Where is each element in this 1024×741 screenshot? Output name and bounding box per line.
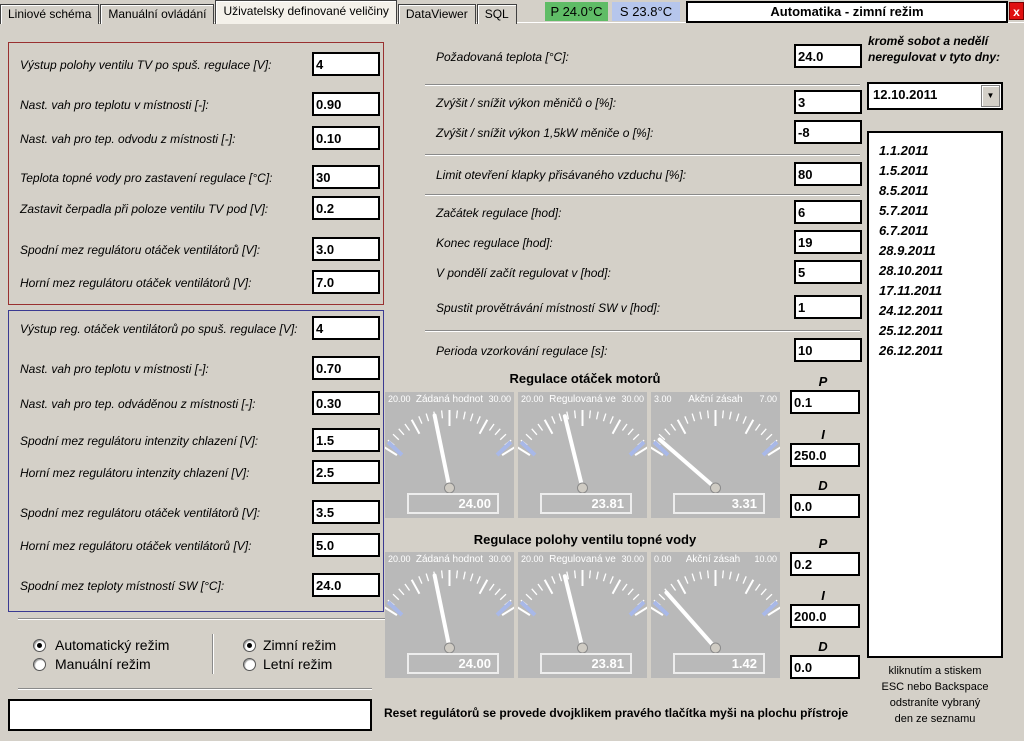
gauge-group-title: Regulace polohy ventilu topné vody bbox=[473, 532, 697, 547]
gauge-value: 23.81 bbox=[540, 493, 632, 514]
sampling-period-input[interactable] bbox=[794, 338, 862, 362]
list-item[interactable]: 1.1.2011 bbox=[879, 143, 929, 158]
excluded-days-heading-line2: neregulovat v tyto dny: bbox=[868, 50, 1001, 64]
p-label: P bbox=[818, 536, 828, 551]
control-action-gauge bbox=[651, 552, 780, 678]
radio-label[interactable]: Letní režim bbox=[263, 656, 333, 672]
d-time2-input[interactable] bbox=[790, 655, 860, 679]
room-temp-weight-input[interactable] bbox=[312, 92, 380, 116]
p-gain-input[interactable] bbox=[790, 390, 860, 414]
d-label: D bbox=[818, 478, 828, 493]
radio-label[interactable]: Manuální režim bbox=[55, 656, 151, 672]
radio-label[interactable]: Automatický režim bbox=[55, 637, 170, 653]
date-combobox-value: 12.10.2011 bbox=[873, 87, 938, 102]
setpoint-gauge bbox=[385, 392, 514, 518]
tab-sql[interactable]: SQL bbox=[477, 4, 517, 24]
monday-start-hour-input[interactable] bbox=[794, 260, 862, 284]
radio-zimni-rezim[interactable] bbox=[243, 639, 256, 652]
ventilation-start-hour-input[interactable] bbox=[794, 295, 862, 319]
field-label: Perioda vzorkování regulace [s]: bbox=[436, 344, 608, 358]
gauge-min: 20.00 bbox=[521, 554, 544, 564]
tab-liniove-schema[interactable]: Liniové schéma bbox=[0, 4, 99, 24]
gauge-max: 7.00 bbox=[759, 394, 777, 404]
field-label: Konec regulace [hod]: bbox=[436, 236, 553, 250]
gauge-label: Žádaná hodnot bbox=[415, 394, 484, 405]
field-label: Spodní mez regulátoru otáček ventilátorů [V]: bbox=[20, 243, 261, 257]
fan-reg-upper-limit2-input[interactable] bbox=[312, 533, 380, 557]
field-label: Zastavit čerpadla při poloze ventilu TV pod [V]: bbox=[20, 202, 269, 216]
list-help-text: kliknutím a stiskem ESC nebo Backspace odstraníte vybraný den ze seznamu bbox=[881, 665, 989, 725]
reset-instructions: Reset regulátorů se provede dvojklikem pravého tlačítka myši na plochu přístroje bbox=[384, 706, 849, 720]
control-action-gauge bbox=[651, 392, 780, 518]
radio-letni-rezim[interactable] bbox=[243, 658, 256, 671]
cooling-upper-limit-input[interactable] bbox=[312, 460, 380, 484]
exhaust-temp-weight-input[interactable] bbox=[312, 126, 380, 150]
list-item[interactable]: 24.12.2011 bbox=[879, 303, 944, 318]
radio-label[interactable]: Zimní režim bbox=[263, 637, 337, 653]
vertical-divider bbox=[212, 634, 214, 674]
fan-reg-lower-limit2-input[interactable] bbox=[312, 500, 380, 524]
separator bbox=[425, 330, 860, 332]
water-temp-stop-input[interactable] bbox=[312, 165, 380, 189]
gauge-min: 20.00 bbox=[388, 554, 411, 564]
gauge-min: 20.00 bbox=[388, 394, 411, 404]
gauge-max: 30.00 bbox=[488, 394, 511, 404]
excluded-days-heading-line1: kromě sobot a nedělí bbox=[868, 34, 989, 48]
field-label: Nast. vah pro teplotu v místnosti [-]: bbox=[20, 98, 209, 112]
gauge-group-title: Regulace otáček motorů bbox=[509, 371, 661, 386]
damper-open-limit-input[interactable] bbox=[794, 162, 862, 186]
d-label: D bbox=[818, 639, 828, 654]
fan-reg-lower-limit-input[interactable] bbox=[312, 237, 380, 261]
list-item[interactable]: 28.9.2011 bbox=[879, 243, 936, 258]
list-item[interactable]: 8.5.2011 bbox=[879, 183, 929, 198]
field-label: Začátek regulace [hod]: bbox=[436, 206, 562, 220]
primary-temperature-badge: P 24.0°C bbox=[545, 2, 608, 21]
gauge-value: 24.00 bbox=[407, 653, 499, 674]
list-item[interactable]: 1.5.2011 bbox=[879, 163, 929, 178]
excluded-dates-list[interactable] bbox=[867, 131, 1003, 658]
close-button[interactable]: x bbox=[1009, 2, 1024, 20]
process-value-gauge bbox=[518, 392, 647, 518]
p-gain2-input[interactable] bbox=[790, 552, 860, 576]
valve-output-after-start-input[interactable] bbox=[312, 52, 380, 76]
list-item[interactable]: 17.11.2011 bbox=[879, 283, 943, 298]
list-item[interactable]: 25.12.2011 bbox=[879, 323, 944, 338]
field-label: Výstup polohy ventilu TV po spuš. regulace [V]: bbox=[20, 58, 272, 72]
pump-stop-valve-pos-input[interactable] bbox=[312, 196, 380, 220]
field-label: Nast. vah pro tep. odvodu z místnosti [-]: bbox=[20, 132, 236, 146]
tab-uzivatelsky-definovane-veliciny[interactable]: Uživatelsky definované veličiny bbox=[215, 0, 396, 24]
gauge-max: 30.00 bbox=[621, 554, 644, 564]
gauge-label: Žádaná hodnot bbox=[415, 554, 484, 565]
secondary-temperature-badge: S 23.8°C bbox=[612, 2, 680, 21]
gauge-label: Akční zásah bbox=[688, 394, 743, 405]
field-label: Spodní mez teploty místností SW [°C]: bbox=[20, 579, 225, 593]
cooling-lower-limit-input[interactable] bbox=[312, 428, 380, 452]
separator bbox=[425, 84, 860, 86]
i-label: I bbox=[821, 427, 825, 442]
field-label: Teplota topné vody pro zastavení regulace [°C]: bbox=[20, 171, 273, 185]
radio-manualni-rezim[interactable] bbox=[33, 658, 46, 671]
date-combobox[interactable] bbox=[867, 82, 1003, 110]
fan-output-after-start-input[interactable] bbox=[312, 316, 380, 340]
gauge-value: 23.81 bbox=[540, 653, 632, 674]
i-time2-input[interactable] bbox=[790, 604, 860, 628]
field-label: Nast. vah pro tep. odváděnou z místnosti [-]: bbox=[20, 397, 256, 411]
field-label: Spodní mez regulátoru otáček ventilátorů [V]: bbox=[20, 506, 261, 520]
mode-title: Automatika - zimní režim bbox=[686, 1, 1008, 23]
field-label: Horní mez regulátoru otáček ventilátorů [V]: bbox=[20, 539, 252, 553]
gauge-label: Regulovaná ve bbox=[549, 554, 616, 565]
gauge-value: 3.31 bbox=[673, 493, 765, 514]
separator bbox=[425, 194, 860, 196]
setpoint-gauge bbox=[385, 552, 514, 678]
field-label: Výstup reg. otáček ventilátorů po spuš. regulace [V]: bbox=[20, 322, 298, 336]
gauge-min: 0.00 bbox=[654, 554, 672, 564]
tab-manualni-ovladani[interactable]: Manuální ovládání bbox=[100, 4, 214, 24]
i-time-input[interactable] bbox=[790, 443, 860, 467]
inverter15kw-power-delta-input[interactable] bbox=[794, 120, 862, 144]
field-label: Horní mez regulátoru intenzity chlazení [V]: bbox=[20, 466, 250, 480]
chevron-down-icon[interactable]: ▼ bbox=[981, 85, 1000, 107]
list-item[interactable]: 26.12.2011 bbox=[879, 343, 944, 358]
status-message-input[interactable] bbox=[8, 699, 372, 731]
field-label: Limit otevření klapky přisávaného vzduchu [%]: bbox=[436, 168, 687, 182]
field-label: Zvýšit / snížit výkon 1,5kW měniče o [%]: bbox=[436, 126, 654, 140]
room-temp-sw-lower-limit-input[interactable] bbox=[312, 573, 380, 597]
field-label: Požadovaná teplota [°C]: bbox=[436, 50, 569, 64]
gauge-label: Regulovaná ve bbox=[549, 394, 616, 405]
separator bbox=[18, 688, 372, 690]
d-time-input[interactable] bbox=[790, 494, 860, 518]
separator bbox=[18, 618, 385, 620]
tab-dataviewer[interactable]: DataViewer bbox=[398, 4, 476, 24]
separator bbox=[425, 154, 860, 156]
fan-reg-upper-limit-input[interactable] bbox=[312, 270, 380, 294]
field-label: Zvýšit / snížit výkon měničů o [%]: bbox=[436, 96, 617, 110]
field-label: Spustit provětrávání místností SW v [hod]: bbox=[436, 301, 661, 315]
inverter-power-delta-input[interactable] bbox=[794, 90, 862, 114]
room-temp-weight2-input[interactable] bbox=[312, 356, 380, 380]
radio-automaticky-rezim[interactable] bbox=[33, 639, 46, 652]
exhaust-temp-weight2-input[interactable] bbox=[312, 391, 380, 415]
gauge-value: 1.42 bbox=[673, 653, 765, 674]
gauge-max: 10.00 bbox=[754, 554, 777, 564]
setpoint-temp-input[interactable] bbox=[794, 44, 862, 68]
p-label: P bbox=[818, 374, 828, 389]
list-item[interactable]: 5.7.2011 bbox=[879, 203, 929, 218]
field-label: V pondělí začít regulovat v [hod]: bbox=[436, 266, 611, 280]
gauge-min: 3.00 bbox=[654, 394, 672, 404]
i-label: I bbox=[821, 588, 825, 603]
regulation-start-hour-input[interactable] bbox=[794, 200, 862, 224]
process-value-gauge bbox=[518, 552, 647, 678]
list-item[interactable]: 28.10.2011 bbox=[879, 263, 944, 278]
field-label: Horní mez regulátoru otáček ventilátorů [V]: bbox=[20, 276, 252, 290]
field-label: Nast. vah pro teplotu v místnosti [-]: bbox=[20, 362, 209, 376]
gauge-max: 30.00 bbox=[621, 394, 644, 404]
list-item[interactable]: 6.7.2011 bbox=[879, 223, 929, 238]
gauge-value: 24.00 bbox=[407, 493, 499, 514]
regulation-end-hour-input[interactable] bbox=[794, 230, 862, 254]
gauge-max: 30.00 bbox=[488, 554, 511, 564]
field-label: Spodní mez regulátoru intenzity chlazení [V]: bbox=[20, 434, 259, 448]
gauge-label: Akční zásah bbox=[685, 554, 741, 565]
gauge-min: 20.00 bbox=[521, 394, 544, 404]
